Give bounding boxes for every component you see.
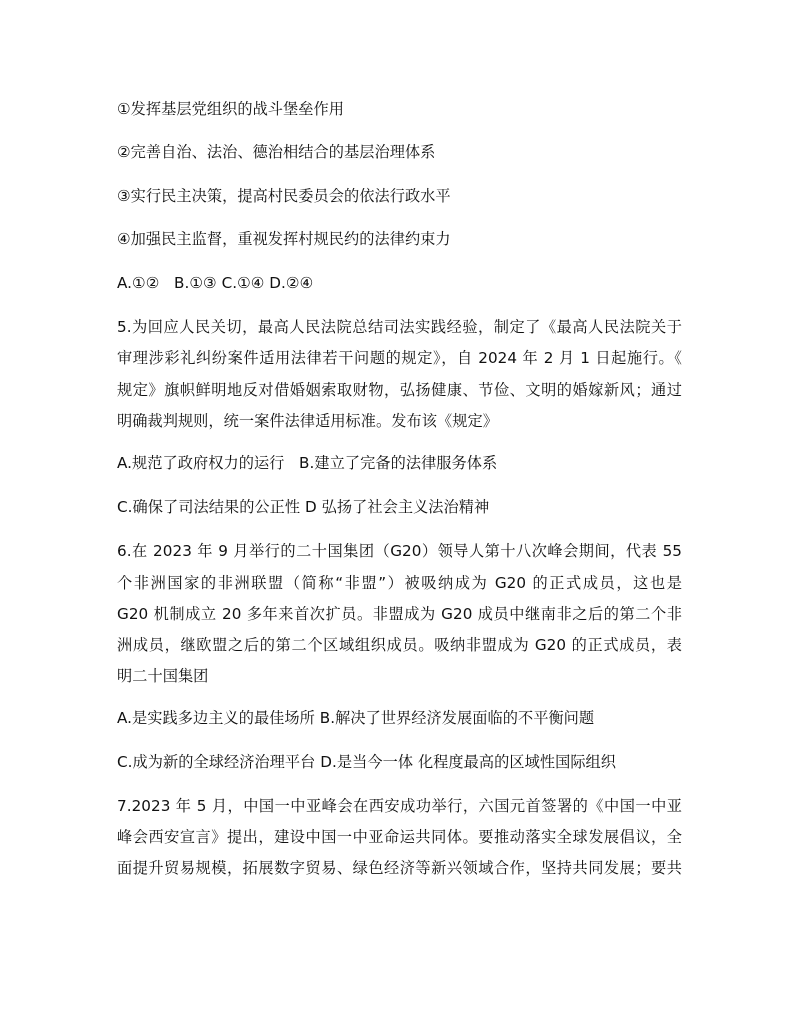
q5-choices-cd: C.确保了司法结果的公正性 D 弘扬了社会主义法治精神: [117, 498, 490, 516]
q7-stem-line-1: 7.2023 年 5 月，中国一中亚峰会在西安成功举行，六国元首签署的《中国一中亚: [117, 797, 682, 815]
q4-option-1: ①发挥基层党组织的战斗堡垒作用: [117, 100, 344, 118]
q4-option-4: ④加强民主监督，重视发挥村规民约的法律约束力: [117, 230, 451, 248]
q5-stem-line-2: 审理涉彩礼纠纷案件适用法律若干问题的规定》，自 2024 年 2 月 1 日起施行。《: [117, 349, 682, 367]
q6-choices-ab: A.是实践多边主义的最佳场所 B.解决了世界经济发展面临的不平衡问题: [117, 709, 595, 727]
q5-choices-ab: A.规范了政府权力的运行 B.建立了完备的法律服务体系: [117, 454, 498, 472]
q6-stem-line-5: 明二十国集团: [117, 667, 209, 685]
q7-stem-line-2: 峰会西安宣言》提出，建设中国一中亚命运共同体。要推动落实全球发展倡议，全: [117, 828, 682, 846]
q6-stem-line-2: 个非洲国家的非洲联盟（简称“非盟”）被吸纳成为 G20 的正式成员，这也是: [117, 574, 682, 592]
q4-option-2: ②完善自治、法治、德治相结合的基层治理体系: [117, 143, 436, 161]
q6-stem-line-3: G20 机制成立 20 多年来首次扩员。非盟成为 G20 成员中继南非之后的第二个非: [117, 605, 682, 623]
q5-stem-line-3: 规定》旗帜鲜明地反对借婚姻索取财物，弘扬健康、节俭、文明的婚嫁新风；通过: [117, 381, 682, 399]
q5-stem-line-1: 5.为回应人民关切，最高人民法院总结司法实践经验，制定了《最高人民法院关于: [117, 318, 682, 336]
q7-stem-line-3: 面提升贸易规模，拓展数字贸易、绿色经济等新兴领域合作，坚持共同发展；要共: [117, 859, 682, 877]
q6-stem-line-1: 6.在 2023 年 9 月举行的二十国集团（G20）领导人第十八次峰会期间，代表 55: [117, 542, 682, 560]
q6-stem-line-4: 洲成员，继欧盟之后的第二个区域组织成员。吸纳非盟成为 G20 的正式成员，表: [117, 636, 682, 654]
q4-choices: A.①② B.①③ C.①④ D.②④: [117, 274, 314, 292]
q6-choices-cd: C.成为新的全球经济治理平台 D.是当今一体 化程度最高的区域性国际组织: [117, 753, 617, 771]
q5-stem-line-4: 明确裁判规则，统一案件法律适用标准。发布该《规定》: [117, 412, 498, 430]
q4-option-3: ③实行民主决策，提高村民委员会的依法行政水平: [117, 187, 451, 205]
